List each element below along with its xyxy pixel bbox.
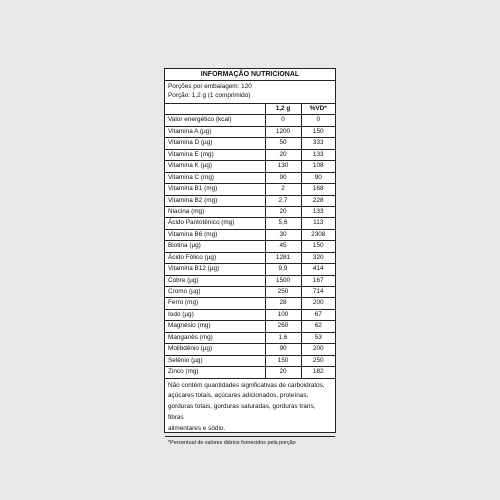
- nutrient-name: Zinco (mg): [165, 367, 265, 378]
- nutrient-amount: 150: [265, 355, 301, 366]
- nutrient-amount: 9,9: [265, 264, 301, 275]
- table-row: [165, 115, 335, 126]
- nutrient-amount: 1,6: [265, 332, 301, 343]
- nutrient-name: Iodo (µg): [165, 309, 265, 320]
- nutrient-amount: 2: [265, 184, 301, 195]
- nutrient-dv: 67: [301, 309, 335, 320]
- nutrition-facts-label: [164, 68, 336, 447]
- table-row: [165, 264, 335, 275]
- table-row: [165, 367, 335, 378]
- nutrient-amount: 20: [265, 206, 301, 217]
- nutrient-name: Molibdênio (µg): [165, 344, 265, 355]
- nutrient-dv: 150: [301, 126, 335, 137]
- table-row: [165, 149, 335, 160]
- nutrient-dv: 333: [301, 138, 335, 149]
- nutrient-name: Cromo (µg): [165, 287, 265, 298]
- header-amount: 1,2 g: [265, 104, 301, 115]
- nutrient-name: Selênio (µg): [165, 355, 265, 366]
- nutrient-dv: 414: [301, 264, 335, 275]
- nutrient-amount: 45: [265, 241, 301, 252]
- nutrient-name: Vitamina B6 (mg): [165, 229, 265, 240]
- nutrient-dv: 53: [301, 332, 335, 343]
- table-row: [165, 344, 335, 355]
- table-row: [165, 321, 335, 332]
- nutrient-dv: 133: [301, 206, 335, 217]
- nutrient-dv: 168: [301, 184, 335, 195]
- nutrient-dv: 228: [301, 195, 335, 206]
- table-row: [165, 229, 335, 240]
- nutrient-name: Niacina (mg): [165, 206, 265, 217]
- nutrient-amount: 260: [265, 321, 301, 332]
- nutrient-dv: 250: [301, 355, 335, 366]
- nutrient-dv: 90: [301, 172, 335, 183]
- nutrient-name: Manganês (mg): [165, 332, 265, 343]
- nutrient-amount: 50: [265, 138, 301, 149]
- nutrient-amount: 1200: [265, 126, 301, 137]
- nutrient-name: Vitamina B1 (mg): [165, 184, 265, 195]
- nutrient-name: Vitamina B12 (µg): [165, 264, 265, 275]
- nutrient-amount: 20: [265, 149, 301, 160]
- table-row: [165, 206, 335, 217]
- nutrient-name: Cobre (µg): [165, 275, 265, 286]
- portions-per-package: Porções por embalagem: 120: [168, 83, 252, 91]
- portion-size: Porção: 1,2 g (1 comprimido): [168, 92, 251, 100]
- nutrient-name: Vitamina K (µg): [165, 161, 265, 172]
- nutrient-name: Vitamina C (mg): [165, 172, 265, 183]
- note-line: Não contém quantidades significativas de carboidratos,: [168, 381, 325, 389]
- nutrient-dv: 167: [301, 275, 335, 286]
- table-header-row: [165, 104, 335, 115]
- nutrient-dv: 133: [301, 149, 335, 160]
- nutrient-name: Ferro (mg): [165, 298, 265, 309]
- nutrient-amount: 1500: [265, 275, 301, 286]
- not-significant-note: [165, 379, 335, 438]
- nutrient-amount: 28: [265, 298, 301, 309]
- table-row: [165, 172, 335, 183]
- nutrient-name: Vitamina D (µg): [165, 138, 265, 149]
- nutrient-amount: 130: [265, 161, 301, 172]
- table-row: [165, 298, 335, 309]
- table-row: [165, 287, 335, 298]
- table-row: [165, 184, 335, 195]
- table-row: [165, 355, 335, 366]
- table-row: [165, 332, 335, 343]
- note-line: alimentares e sódio.: [168, 424, 226, 432]
- table-row: [165, 275, 335, 286]
- nutrient-amount: 5,6: [265, 218, 301, 229]
- nutrient-table: [165, 104, 335, 379]
- nutrient-dv: 150: [301, 241, 335, 252]
- nutrient-name: Vitamina A (µg): [165, 126, 265, 137]
- nutrient-amount: 2,7: [265, 195, 301, 206]
- nutrient-amount: 20: [265, 367, 301, 378]
- nutrient-name: Magnésio (mg): [165, 321, 265, 332]
- table-row: [165, 309, 335, 320]
- nutrient-dv: 113: [301, 218, 335, 229]
- header-dv: %VD*: [301, 104, 335, 115]
- nutrient-dv: 62: [301, 321, 335, 332]
- nutrient-name: Valor energético (kcal): [165, 115, 265, 126]
- nutrient-amount: 250: [265, 287, 301, 298]
- nutrient-amount: 90: [265, 344, 301, 355]
- nutrient-amount: 30: [265, 229, 301, 240]
- nutrient-name: Ácido Fólico (µg): [165, 252, 265, 263]
- portion-info: [165, 81, 335, 104]
- table-row: [165, 241, 335, 252]
- nutrient-dv: 0: [301, 115, 335, 126]
- nutrient-dv: 714: [301, 287, 335, 298]
- table-row: [165, 126, 335, 137]
- nutrient-name: Vitamina B2 (mg): [165, 195, 265, 206]
- table-row: [165, 252, 335, 263]
- note-line: gorduras totais, gorduras saturadas, gorduras trans, fibras: [168, 403, 316, 421]
- header-nutrient: [165, 104, 265, 115]
- nutrient-amount: 0: [265, 115, 301, 126]
- nutrient-dv: 2308: [301, 229, 335, 240]
- nutrient-name: Ácido Pantotênico (mg): [165, 218, 265, 229]
- table-row: [165, 161, 335, 172]
- table-row: [165, 138, 335, 149]
- nutrient-dv: 200: [301, 344, 335, 355]
- table-row: [165, 218, 335, 229]
- nutrient-dv: 182: [301, 367, 335, 378]
- table-row: [165, 195, 335, 206]
- nutrient-amount: 90: [265, 172, 301, 183]
- nutrient-dv: 200: [301, 298, 335, 309]
- nutrient-dv: 320: [301, 252, 335, 263]
- nutrient-amount: 100: [265, 309, 301, 320]
- note-line: açúcares totais, açúcares adicionados, proteínas,: [168, 392, 309, 400]
- label-title: INFORMAÇÃO NUTRICIONAL: [165, 69, 335, 81]
- dv-footnote: *Percentual de valores diários fornecidos pela porção: [168, 440, 296, 447]
- nutrient-name: Vitamina E (mg): [165, 149, 265, 160]
- nutrient-amount: 1281: [265, 252, 301, 263]
- nutrient-dv: 108: [301, 161, 335, 172]
- nutrient-name: Biotina (µg): [165, 241, 265, 252]
